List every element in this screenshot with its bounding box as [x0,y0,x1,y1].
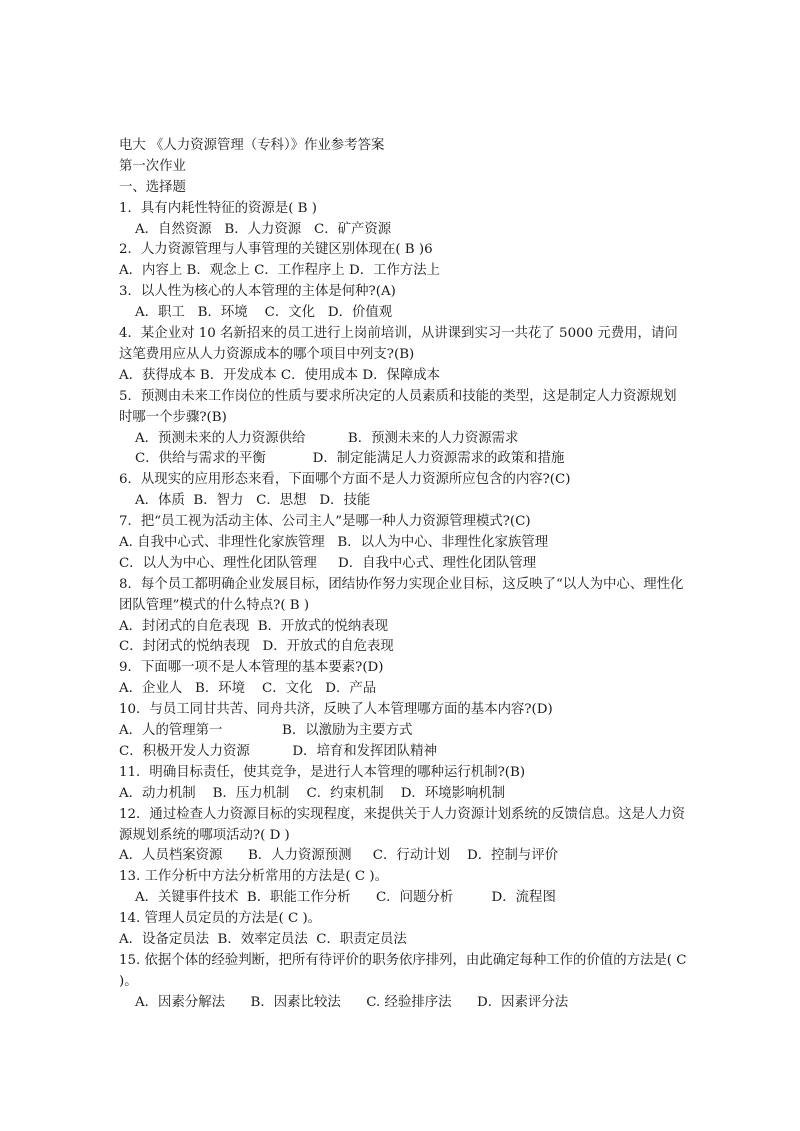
options-13: A．关键事件技术 B．职能工作分析 C．问题分析 D．流程图 [135,890,556,906]
options-12: A．人员档案资源 B．人力资源预测 C．行动计划 D．控制与评价 [119,848,559,864]
question-2: 2．人力资源管理与人事管理的关键区别体现在( B )6 [119,242,433,258]
question-7: 7．把“员工视为活动主体、公司主人”是哪一种人力资源管理模式?(C) [119,514,531,530]
document-body [119,136,689,1014]
options-10a: A．人的管理第一 B．以激励为主要方式 [119,723,413,739]
options-10b: C．积极开发人力资源 D．培育和发挥团队精神 [119,743,437,759]
options-9: A．企业人 B．环境 C．文化 D．产品 [119,681,377,697]
question-1: 1．具有内耗性特征的资源是( B ) [119,200,318,216]
question-15: 15. 依据个体的经验判断，把所有待评价的职务依序排列，由此确定每种工作的价值的方法是( C )。 [119,952,687,989]
options-5b: C．供给与需求的平衡 D．制定能满足人力资源需求的政策和措施 [135,451,565,467]
question-12: 12．通过检查人力资源目标的实现程度，来提供关于人力资源计划系统的反馈信息。这是人力资源规划系统的哪项活动?( D ) [119,806,686,843]
options-8a: A．封闭式的自危表现 B．开放式的悦纳表现 [119,618,389,634]
options-2: A．内容上 B．观念上 C．工作程序上 D．工作方法上 [119,263,441,279]
question-8: 8．每个员工都明确企业发展目标，团结协作努力实现企业目标，这反映了“以人为中心、理性化团队管理”模式的什么特点?( B ) [119,576,684,613]
options-7a: A. 自我中心式、非理性化家族管理 B．以人为中心、非理性化家族管理 [119,534,549,550]
question-3: 3．以人性为核心的人本管理的主体是何种?(A) [119,284,396,300]
question-5: 5．预测由未来工作岗位的性质与要求所决定的人员素质和技能的类型，这是制定人力资源规划时哪一个步骤?(B) [119,388,677,425]
question-6: 6．从现实的应用形态来看，下面哪个方面不是人力资源所应包含的内容?(C) [119,472,571,488]
options-5a: A．预测未来的人力资源供给 B．预测未来的人力资源需求 [135,430,519,446]
question-14: 14. 管理人员定员的方法是( C )。 [119,911,322,927]
options-6: A．体质 B．智力 C．思想 D．技能 [135,493,371,509]
question-11: 11．明确目标责任，使其竞争，是进行人本管理的哪种运行机制?(B) [119,764,526,780]
options-4: A．获得成本 B．开发成本 C．使用成本 D．保障成本 [119,367,441,383]
options-15: A．因素分解法 B．因素比较法 C. 经验排序法 D．因素评分法 [135,994,569,1010]
subsection-heading: 一、选择题 [119,179,186,195]
section-heading: 第一次作业 [119,158,186,174]
question-9: 9．下面哪一项不是人本管理的基本要素?(D) [119,660,384,676]
options-11: A．动力机制 B．压力机制 C．约束机制 D．环境影响机制 [119,785,506,801]
options-1: A．自然资源 B．人力资源 C．矿产资源 [135,221,392,237]
document-title: 电大 《人力资源管理（专科）》作业参考答案 [119,138,385,153]
question-10: 10．与员工同甘共苦、同舟共济，反映了人本管理哪方面的基本内容?(D) [119,702,553,718]
options-8b: C．封闭式的悦纳表现 D．开放式的自危表现 [119,639,394,655]
question-13: 13. 工作分析中方法分析常用的方法是( C )。 [119,869,389,885]
options-7b: C．以人为中心、理性化团队管理 D．自我中心式、理性化团队管理 [119,555,537,571]
question-4: 4．某企业对 10 名新招来的员工进行上岗前培训，从讲课到实习一共花了 5000 元费用，请问这笔费用应从人力资源成本的哪个项目中列支?(B) [119,326,678,362]
options-3: A．职工 B．环境 C．文化 D．价值观 [135,305,393,321]
options-14: A．设备定员法 B．效率定员法 C．职责定员法 [119,931,407,947]
